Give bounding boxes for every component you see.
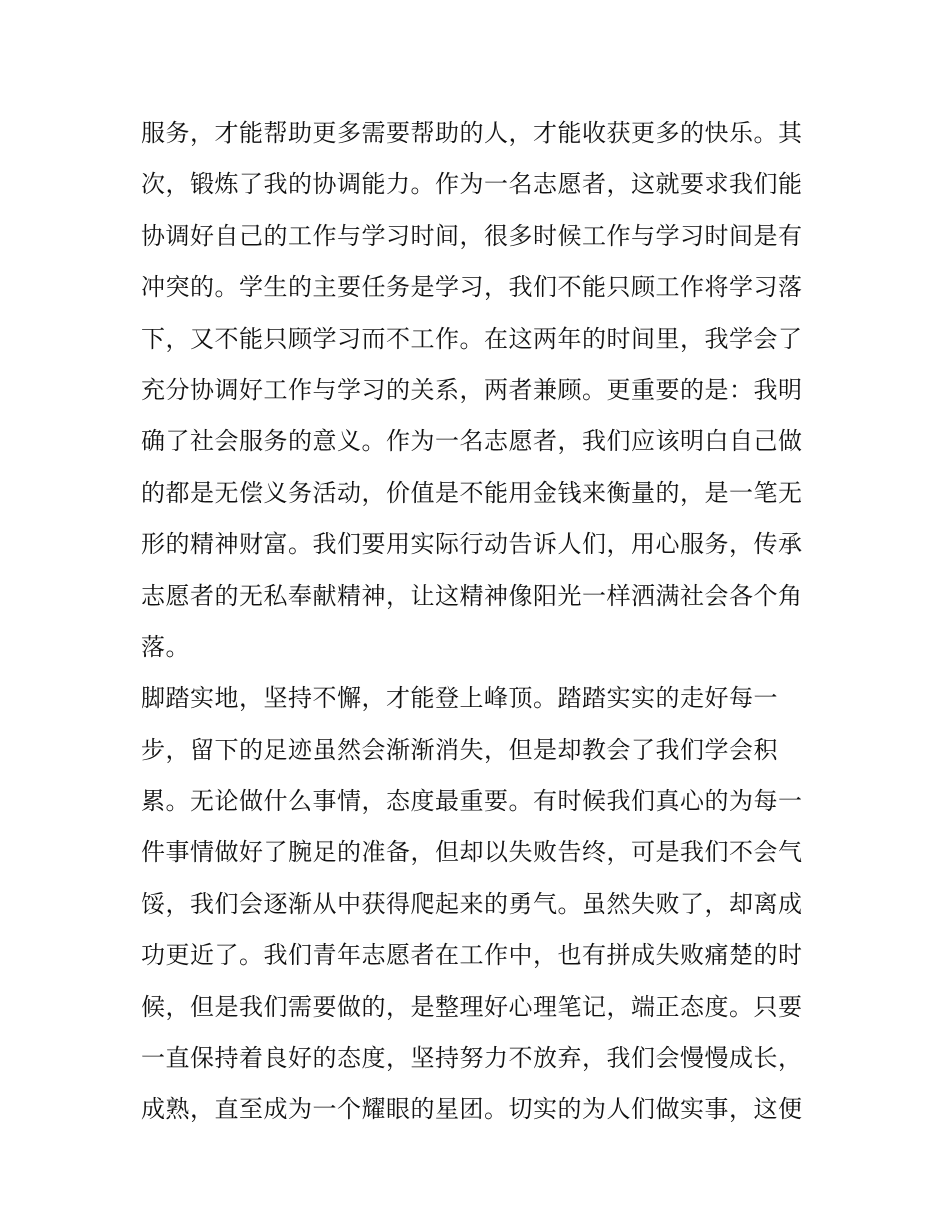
text-line: 冲突的。学生的主要任务是学习，我们不能只顾工作将学习落: [141, 273, 803, 302]
text-line: 累。无论做什么事情，态度最重要。有时候我们真心的为每一: [141, 787, 803, 816]
text-line: 落。: [141, 632, 190, 661]
text-line: 确了社会服务的意义。作为一名志愿者，我们应该明白自己做: [141, 427, 803, 456]
text-line: 件事情做好了腕足的准备，但却以失败告终，可是我们不会气: [141, 838, 803, 867]
text-line: 服务，才能帮助更多需要帮助的人，才能收获更多的快乐。其: [141, 119, 803, 147]
text-line: 脚踏实地，坚持不懈，才能登上峰顶。踏踏实实的走好每一: [141, 684, 778, 713]
text-line: 成熟，直至成为一个耀眼的星团。切实的为人们做实事，这便: [141, 1095, 803, 1124]
text-line: 候，但是我们需要做的，是整理好心理笔记，端正态度。只要: [141, 992, 803, 1021]
text-line: 协调好自己的工作与学习时间，很多时候工作与学习时间是有: [141, 221, 803, 250]
text-line: 一直保持着良好的态度，坚持努力不放弃，我们会慢慢成长，: [141, 1044, 803, 1073]
text-line: 充分协调好工作与学习的关系，两者兼顾。更重要的是：我明: [141, 375, 803, 404]
text-line: 步，留下的足迹虽然会渐渐消失，但是却教会了我们学会积: [141, 735, 778, 764]
text-line: 功更近了。我们青年志愿者在工作中，也有拼成失败痛楚的时: [141, 941, 803, 970]
text-line: 次，锻炼了我的协调能力。作为一名志愿者，这就要求我们能: [141, 170, 803, 199]
text-line: 的都是无偿义务活动，价值是不能用金钱来衡量的，是一笔无: [141, 478, 803, 507]
text-line: 下，又不能只顾学习而不工作。在这两年的时间里，我学会了: [141, 324, 803, 353]
text-line: 馁，我们会逐渐从中获得爬起来的勇气。虽然失败了，却离成: [141, 889, 803, 918]
text-line: 形的精神财富。我们要用实际行动告诉人们，用心服务，传承: [141, 530, 803, 559]
body-text: [141, 108, 821, 1136]
text-line: 志愿者的无私奉献精神，让这精神像阳光一样洒满社会各个角: [141, 581, 803, 610]
